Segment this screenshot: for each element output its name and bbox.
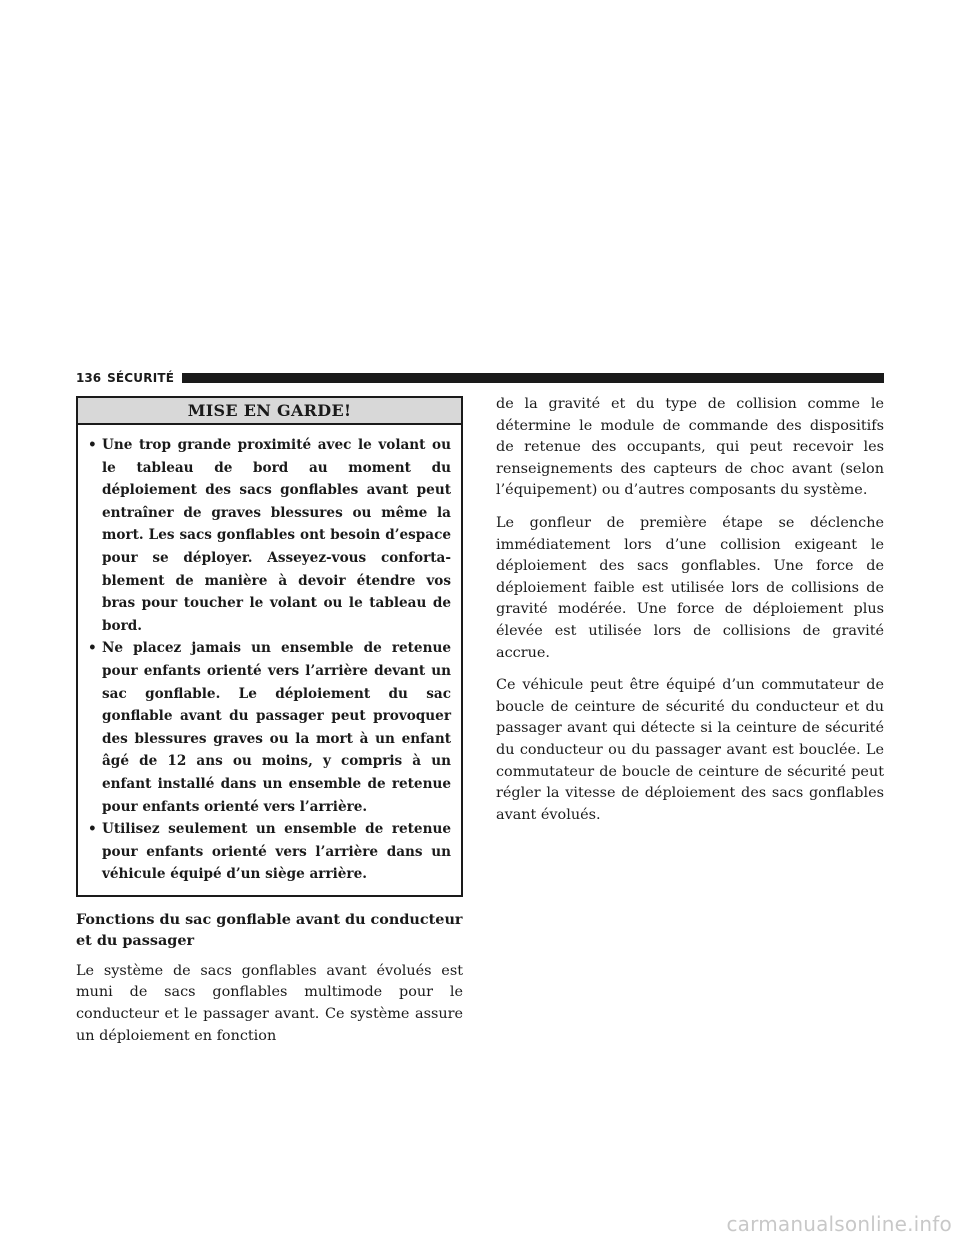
bullet-icon: • bbox=[88, 437, 97, 453]
warning-list bbox=[78, 425, 461, 895]
right-column bbox=[496, 394, 884, 837]
section-name: SÉCURITÉ bbox=[107, 371, 175, 385]
warning-item bbox=[88, 637, 451, 818]
warning-item-text: Utilisez seulement un ensemble de retenue pour enfants orienté vers l’arrière dans un véhicule équipé d’un siège arrière. bbox=[102, 821, 451, 883]
body-paragraph: de la gravité et du type de collision comme le détermine le module de commande des dispositifs de retenue des occupants, qui peut recevoir les renseignements des capteurs de choc avant (selon l’équipement) ou d’autres composants du système. bbox=[496, 396, 884, 499]
warning-item bbox=[88, 818, 451, 886]
watermark: carmanualsonline.info bbox=[726, 1212, 952, 1236]
bullet-icon: • bbox=[88, 640, 97, 657]
warning-item bbox=[88, 434, 451, 637]
page-header bbox=[76, 370, 884, 386]
header-rule bbox=[182, 373, 884, 383]
warning-item-text: Une trop grande proximité avec le volant ou le tableau de bord au moment du déploiement des sacs gonflables avant peut entraîner de graves blessures ou même la mort. Les sacs gonflables ont besoin d’espace pour se déployer. Asseyez-vous confortablement de manière à devoir étendre vos bras pour toucher le volant ou le tableau de bord. bbox=[102, 437, 451, 634]
left-column bbox=[76, 396, 463, 1057]
page-number: 136 bbox=[76, 371, 102, 385]
warning-item-text: Ne placez jamais un ensemble de retenue pour enfants orienté vers l’arrière devant un sac gonflable. Le déploiement du sac gonflable avant du passager peut provoquer des blessures graves ou la mort à un enfant âgé de 12 ans ou moins, y compris à un enfant installé dans un ensemble de retenue pour enfants orienté vers l’arrière. bbox=[102, 640, 451, 815]
body-paragraph: Le système de sacs gonflables avant évolués est muni de sacs gonflables multimode pour le conducteur et le passager avant. Ce système assure un déploiement en fonction bbox=[76, 962, 463, 1044]
bullet-icon: • bbox=[88, 821, 97, 838]
body-paragraph: Ce véhicule peut être équipé d’un commutateur de boucle de ceinture de sécurité du conducteur et du passager avant qui détecte si la ceinture de sécurité du conducteur ou du passager avant est bouclée. Le commutateur de boucle de ceinture de sécurité peut régler la vitesse de déploiement des sacs gonflables avant évolués. bbox=[496, 677, 884, 823]
subsection-heading: Fonctions du sac gonflable avant du conducteur et du passager bbox=[76, 910, 463, 949]
body-paragraph: Le gonfleur de première étape se déclenche immédiatement lors d’une collision exigeant le déploiement des sacs gonflables. Une force de déploiement faible est utilisée lors de collisions de gravité modérée. Une force de déploiement plus élevée est utilisée lors de collisions de gravité accrue. bbox=[496, 514, 884, 661]
warning-title: MISE EN GARDE! bbox=[78, 398, 461, 425]
warning-box bbox=[76, 396, 463, 897]
